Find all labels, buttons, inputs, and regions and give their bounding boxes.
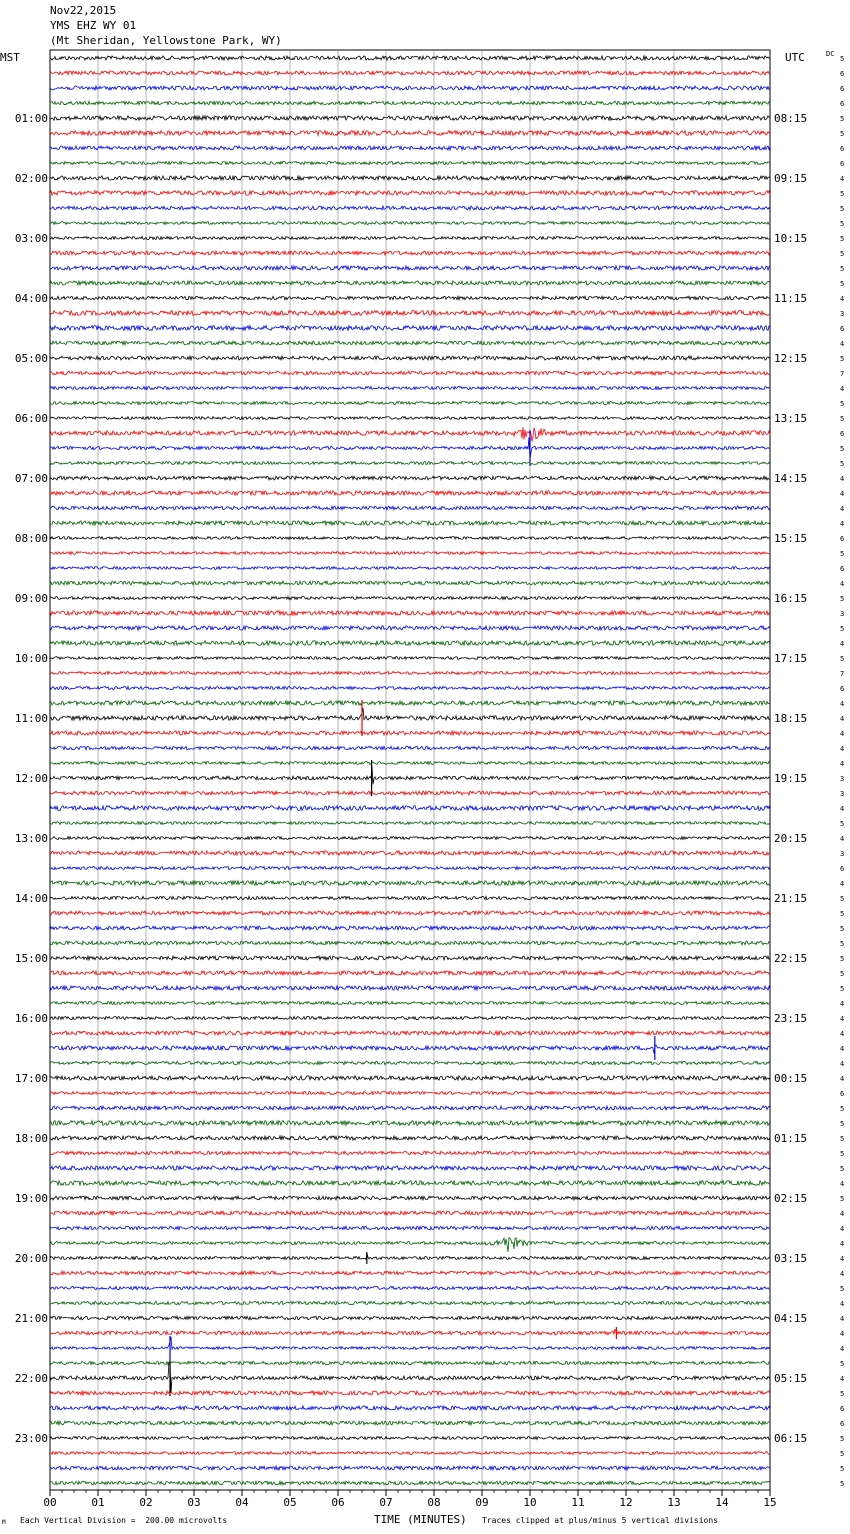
x-tick-label: 00 <box>43 1496 57 1509</box>
seismic-trace <box>50 1436 770 1439</box>
trace-scale-value: 5 <box>840 1480 845 1488</box>
seismic-trace <box>50 476 770 480</box>
seismic-trace <box>50 191 770 195</box>
left-time-label: 23:00 <box>14 1432 48 1445</box>
trace-scale-value: 4 <box>840 835 845 843</box>
seismic-trace <box>50 1136 770 1140</box>
seismic-trace <box>50 1452 770 1455</box>
seismic-trace <box>50 1271 770 1275</box>
seismic-trace <box>50 417 770 420</box>
x-tick-label: 15 <box>763 1496 777 1509</box>
seismic-trace <box>50 1337 770 1349</box>
trace-scale-value: 5 <box>840 910 845 918</box>
trace-scale-value: 4 <box>840 295 845 303</box>
footer-mark: M <box>2 1519 6 1526</box>
right-time-label: 04:15 <box>774 1312 808 1325</box>
trace-scale-value: 6 <box>840 1405 845 1413</box>
trace-scale-value: 5 <box>840 190 845 198</box>
trace-scale-value: 5 <box>840 445 845 453</box>
trace-scale-value: 4 <box>840 640 845 648</box>
seismic-trace <box>50 956 770 960</box>
trace-scale-value: 5 <box>840 235 845 243</box>
trace-scale-value: 4 <box>840 880 845 888</box>
trace-scale-value: 5 <box>840 115 845 123</box>
left-time-label: 04:00 <box>14 292 48 305</box>
right-time-label: 17:15 <box>774 652 808 665</box>
trace-scale-value: 4 <box>840 520 845 528</box>
trace-scale-value: 6 <box>840 1420 845 1428</box>
trace-scale-value: 6 <box>840 685 845 693</box>
trace-scale-column <box>840 55 844 1488</box>
seismic-trace <box>50 686 770 689</box>
seismic-trace <box>50 1061 770 1064</box>
trace-scale-value: 4 <box>840 1000 845 1008</box>
trace-scale-value: 5 <box>840 355 845 363</box>
trace-scale-value: 4 <box>840 1315 845 1323</box>
trace-scale-value: 5 <box>840 205 845 213</box>
x-tick-label: 09 <box>475 1496 489 1509</box>
seismic-trace <box>50 1091 770 1094</box>
seismic-trace <box>50 1316 770 1319</box>
left-time-label: 18:00 <box>14 1132 48 1145</box>
trace-scale-value: 4 <box>840 715 845 723</box>
seismic-trace <box>50 146 770 150</box>
seismic-trace <box>50 701 770 705</box>
trace-scale-value: 5 <box>840 400 845 408</box>
trace-scale-value: 5 <box>840 460 845 468</box>
seismic-trace <box>50 851 770 855</box>
trace-scale-value: 4 <box>840 1030 845 1038</box>
left-time-label: 05:00 <box>14 352 48 365</box>
seismic-trace <box>50 437 770 460</box>
seismic-trace <box>50 281 770 285</box>
left-time-label: 07:00 <box>14 472 48 485</box>
seismic-trace <box>50 1166 770 1170</box>
seismic-trace <box>50 1016 770 1019</box>
seismic-trace <box>50 356 770 360</box>
seismic-trace <box>50 371 770 375</box>
trace-scale-value: 5 <box>840 280 845 288</box>
seismic-trace <box>50 896 770 899</box>
seismic-trace <box>50 1466 770 1470</box>
trace-scale-value: 4 <box>840 700 845 708</box>
trace-scale-value: 5 <box>840 1435 845 1443</box>
left-time-label: 01:00 <box>14 112 48 125</box>
seismic-trace <box>50 1391 770 1395</box>
trace-scale-value: 4 <box>840 805 845 813</box>
x-tick-label: 03 <box>187 1496 201 1509</box>
seismic-trace <box>50 1181 770 1185</box>
left-time-label: 20:00 <box>14 1252 48 1265</box>
trace-scale-value: 6 <box>840 160 845 168</box>
trace-scale-value: 5 <box>840 220 845 228</box>
trace-scale-value: 4 <box>840 1060 845 1068</box>
seismic-trace <box>50 1076 770 1080</box>
seismic-trace <box>50 1001 770 1004</box>
seismic-trace <box>50 1329 770 1335</box>
x-axis-title: TIME (MINUTES) <box>374 1513 467 1526</box>
trace-scale-value: 5 <box>840 820 845 828</box>
seismic-trace <box>50 1301 770 1304</box>
clip-note: Traces clipped at plus/minus 5 vertical divisions <box>482 1516 719 1525</box>
trace-scale-value: 4 <box>840 1225 845 1233</box>
trace-scale-value: 4 <box>840 1180 845 1188</box>
seismic-trace <box>50 1238 770 1252</box>
seismic-trace <box>50 461 770 464</box>
seismic-trace <box>50 491 770 495</box>
trace-scale-value: 5 <box>840 415 845 423</box>
x-tick-label: 05 <box>283 1496 297 1509</box>
left-time-label: 16:00 <box>14 1012 48 1025</box>
trace-scale-value: 4 <box>840 385 845 393</box>
seismic-trace <box>50 708 770 720</box>
seismic-trace <box>50 762 770 765</box>
seismic-trace <box>50 101 770 104</box>
seismic-trace <box>50 401 770 404</box>
left-time-label: 17:00 <box>14 1072 48 1085</box>
seismic-trace <box>50 116 770 120</box>
seismic-trace <box>50 266 770 270</box>
seismic-trace <box>50 822 770 825</box>
seismic-trace <box>50 1362 770 1394</box>
trace-scale-value: 4 <box>840 475 845 483</box>
trace-scale-value: 5 <box>840 1390 845 1398</box>
seismic-trace <box>50 296 770 299</box>
seismic-trace <box>50 1286 770 1289</box>
seismic-trace <box>50 671 770 674</box>
trace-scale-value: 5 <box>840 595 845 603</box>
seismic-trace <box>50 131 770 136</box>
seismic-trace <box>50 836 770 839</box>
trace-scale-value: 4 <box>840 1210 845 1218</box>
trace-scale-value: 5 <box>840 1195 845 1203</box>
seismic-trace <box>50 1253 770 1260</box>
record-date: Nov22,2015 <box>50 4 117 17</box>
trace-scale-value: 3 <box>840 790 845 798</box>
trace-scale-value: 5 <box>840 265 845 273</box>
seismic-trace <box>50 1211 770 1215</box>
seismic-trace <box>50 386 770 389</box>
right-time-label: 12:15 <box>774 352 808 365</box>
trace-scale-value: 3 <box>840 850 845 858</box>
seismic-trace <box>50 1106 770 1110</box>
left-time-label: 10:00 <box>14 652 48 665</box>
seismic-trace <box>50 326 770 331</box>
left-time-label: 13:00 <box>14 832 48 845</box>
x-tick-label: 12 <box>619 1496 633 1509</box>
x-tick-label: 07 <box>379 1496 393 1509</box>
trace-scale-value: 5 <box>840 655 845 663</box>
trace-scale-value: 5 <box>840 625 845 633</box>
seismic-trace <box>50 791 770 795</box>
right-time-label: 14:15 <box>774 472 808 485</box>
right-time-label: 05:15 <box>774 1372 808 1385</box>
right-time-label: 01:15 <box>774 1132 808 1145</box>
left-time-label: 03:00 <box>14 232 48 245</box>
trace-scale-value: 5 <box>840 1285 845 1293</box>
seismic-trace <box>50 581 770 585</box>
seismic-trace <box>50 1421 770 1425</box>
seismic-trace <box>50 1121 770 1126</box>
right-time-label: 19:15 <box>774 772 808 785</box>
right-time-label: 13:15 <box>774 412 808 425</box>
trace-scale-value: 5 <box>840 1165 845 1173</box>
seismic-trace <box>50 161 770 164</box>
trace-scale-value: 4 <box>840 1240 845 1248</box>
seismic-trace <box>50 1151 770 1154</box>
left-time-label: 02:00 <box>14 172 48 185</box>
seismic-trace <box>50 1361 770 1364</box>
seismic-trace <box>50 881 770 885</box>
right-time-label: 15:15 <box>774 532 808 545</box>
seismic-trace <box>50 341 770 345</box>
trace-scale-value: 4 <box>840 505 845 513</box>
left-timezone-label: MST <box>0 51 20 64</box>
trace-scale-value: 5 <box>840 1120 845 1128</box>
seismic-trace <box>50 1481 770 1485</box>
left-time-label: 21:00 <box>14 1312 48 1325</box>
seismic-trace <box>50 236 770 239</box>
trace-scale-value: 4 <box>840 1075 845 1083</box>
left-time-label: 12:00 <box>14 772 48 785</box>
left-time-label: 09:00 <box>14 592 48 605</box>
trace-scale-value: 6 <box>840 325 845 333</box>
trace-scale-value: 3 <box>840 610 845 618</box>
x-tick-label: 06 <box>331 1496 345 1509</box>
seismic-trace <box>50 1406 770 1410</box>
seismic-trace <box>50 537 770 540</box>
left-time-label: 15:00 <box>14 952 48 965</box>
right-time-label: 16:15 <box>774 592 808 605</box>
station-name: YMS EHZ WY 01 <box>50 19 137 32</box>
seismic-trace <box>50 731 770 735</box>
trace-scale-value: 4 <box>840 580 845 588</box>
trace-scale-value: 4 <box>840 1255 845 1263</box>
trace-scale-value: 4 <box>840 760 845 768</box>
x-tick-label: 14 <box>715 1496 729 1509</box>
trace-scale-value: 4 <box>840 745 845 753</box>
trace-scale-value: 5 <box>840 1450 845 1458</box>
seismic-trace <box>50 176 770 180</box>
seismic-trace <box>50 311 770 316</box>
trace-scale-value: 4 <box>840 1015 845 1023</box>
trace-scale-value: 6 <box>840 430 845 438</box>
trace-scale-value: 3 <box>840 310 845 318</box>
trace-scale-value: 5 <box>840 985 845 993</box>
seismic-trace <box>50 521 770 525</box>
trace-scale-value: 6 <box>840 535 845 543</box>
trace-scale-value: 5 <box>840 895 845 903</box>
trace-scale-value: 4 <box>840 1375 845 1383</box>
trace-scale-value: 7 <box>840 370 845 378</box>
seismic-trace <box>50 552 770 555</box>
seismic-trace <box>50 1196 770 1200</box>
seismic-trace <box>50 611 770 615</box>
x-tick-label: 04 <box>235 1496 249 1509</box>
right-time-label: 08:15 <box>774 112 808 125</box>
trace-scale-value: 6 <box>840 85 845 93</box>
trace-scale-value: 4 <box>840 490 845 498</box>
trace-scale-value: 6 <box>840 70 845 78</box>
seismic-trace <box>50 506 770 510</box>
x-tick-label: 01 <box>91 1496 105 1509</box>
trace-scale-value: 5 <box>840 1105 845 1113</box>
seismic-trace <box>50 71 770 75</box>
right-time-label: 20:15 <box>774 832 808 845</box>
trace-scale-value: 5 <box>840 130 845 138</box>
trace-scale-value: 4 <box>840 1330 845 1338</box>
trace-scale-value: 5 <box>840 1360 845 1368</box>
scale-note: Each Vertical Division = 200.00 microvolts <box>20 1516 228 1525</box>
right-time-label: 10:15 <box>774 232 808 245</box>
seismic-trace <box>50 746 770 749</box>
plot-frame <box>50 50 770 1490</box>
right-time-label: 22:15 <box>774 952 808 965</box>
seismic-trace <box>50 941 770 945</box>
trace-scale-value: 6 <box>840 565 845 573</box>
station-location: (Mt Sheridan, Yellowstone Park, WY) <box>50 34 282 47</box>
trace-scale-value: 6 <box>840 145 845 153</box>
right-time-label: 02:15 <box>774 1192 808 1205</box>
trace-scale-value: 4 <box>840 1270 845 1278</box>
seismic-trace <box>50 251 770 255</box>
right-time-label: 21:15 <box>774 892 808 905</box>
seismic-trace <box>50 971 770 975</box>
trace-scale-value: 3 <box>840 775 845 783</box>
left-time-label: 22:00 <box>14 1372 48 1385</box>
seismic-trace <box>50 596 770 599</box>
right-time-label: 03:15 <box>774 1252 808 1265</box>
trace-scale-value: 4 <box>840 730 845 738</box>
seismic-trace <box>50 766 770 784</box>
grid-lines <box>50 50 770 1490</box>
seismic-trace <box>50 427 770 441</box>
x-tick-label: 10 <box>523 1496 537 1509</box>
trace-scale-value: 5 <box>840 1465 845 1473</box>
seismic-trace <box>50 222 770 225</box>
x-tick-label: 08 <box>427 1496 441 1509</box>
left-time-label: 11:00 <box>14 712 48 725</box>
left-time-label: 06:00 <box>14 412 48 425</box>
trace-scale-value: 6 <box>840 1090 845 1098</box>
left-time-label: 19:00 <box>14 1192 48 1205</box>
seismic-trace <box>50 86 770 90</box>
seismic-trace <box>50 911 770 915</box>
seismic-trace <box>50 986 770 990</box>
x-axis <box>43 1490 776 1509</box>
seismic-trace <box>50 1045 770 1054</box>
seismic-trace <box>50 56 770 60</box>
trace-scale-value: 6 <box>840 100 845 108</box>
seismic-trace <box>50 866 770 869</box>
trace-scale-value: 5 <box>840 250 845 258</box>
dc-label: DC <box>826 50 835 58</box>
trace-scale-value: 7 <box>840 670 845 678</box>
trace-scale-value: 5 <box>840 55 845 63</box>
x-tick-label: 11 <box>571 1496 585 1509</box>
trace-scale-value: 5 <box>840 925 845 933</box>
trace-scale-value: 4 <box>840 1345 845 1353</box>
seismic-trace <box>50 1031 770 1035</box>
x-tick-label: 13 <box>667 1496 681 1509</box>
seismic-trace <box>50 206 770 210</box>
seismic-trace <box>50 1226 770 1230</box>
right-time-label: 23:15 <box>774 1012 808 1025</box>
right-time-label: 09:15 <box>774 172 808 185</box>
right-timezone-label: UTC <box>785 51 805 64</box>
seismic-trace <box>50 626 770 630</box>
trace-scale-value: 4 <box>840 1045 845 1053</box>
seismic-trace <box>50 657 770 660</box>
trace-scale-value: 6 <box>840 865 845 873</box>
trace-scale-value: 4 <box>840 340 845 348</box>
right-time-label: 06:15 <box>774 1432 808 1445</box>
trace-scale-value: 5 <box>840 940 845 948</box>
trace-scale-value: 4 <box>840 175 845 183</box>
left-time-label: 14:00 <box>14 892 48 905</box>
x-tick-label: 02 <box>139 1496 153 1509</box>
right-time-label: 11:15 <box>774 292 808 305</box>
right-time-label: 00:15 <box>774 1072 808 1085</box>
seismic-trace <box>50 567 770 570</box>
seismic-trace <box>50 806 770 811</box>
trace-group <box>50 56 770 1485</box>
seismic-trace <box>50 641 770 646</box>
trace-scale-value: 5 <box>840 970 845 978</box>
trace-scale-value: 5 <box>840 1150 845 1158</box>
right-time-label: 18:15 <box>774 712 808 725</box>
left-time-label: 08:00 <box>14 532 48 545</box>
seismic-trace <box>50 926 770 930</box>
trace-scale-value: 5 <box>840 1135 845 1143</box>
trace-scale-value: 5 <box>840 550 845 558</box>
trace-scale-value: 5 <box>840 955 845 963</box>
trace-scale-value: 4 <box>840 1300 845 1308</box>
